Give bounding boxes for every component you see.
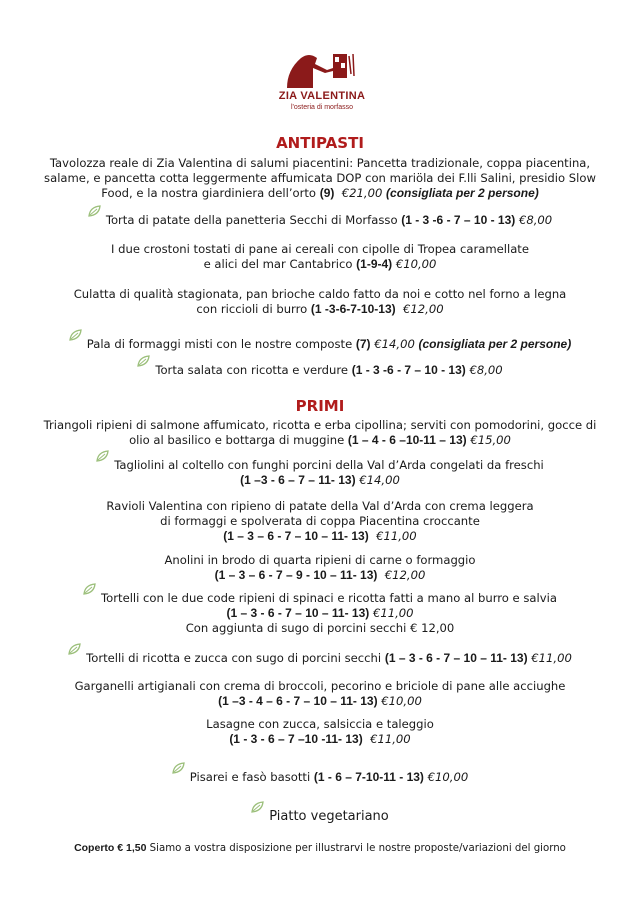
leaf-icon [83, 583, 97, 595]
leaf-icon [88, 205, 102, 217]
allergens: (1 -3-6-7-10-13) [310, 302, 396, 316]
allergens: (1 - 3 - 6 – 7 –10 -11- 13) [229, 732, 363, 746]
legend-label: Piatto vegetariano [269, 809, 389, 824]
item-text: Food, e la nostra giardiniera dell’orto [101, 186, 320, 200]
leaf-icon [137, 355, 151, 367]
allergens: (1 –3 - 6 – 7 – 11- 13) [240, 473, 356, 487]
allergens: (1 –3 - 4 – 6 - 7 – 10 – 11- 13) [218, 694, 378, 708]
item-text: Torta di patate della panetteria Secchi di Morfasso [105, 213, 402, 227]
logo-subtitle: l'osteria di morfasso [290, 104, 354, 111]
item-text: Anolini in brodo di quarta ripieni di carne o formaggio [164, 553, 476, 567]
price: €10,00 [381, 694, 422, 708]
menu-item [0, 499, 640, 544]
item-text: Ravioli Valentina con ripieno di patate della Val d’Arda con crema leggera [106, 499, 534, 513]
menu-item [0, 418, 640, 448]
menu-item [0, 287, 640, 317]
price: €8,00 [469, 363, 503, 377]
menu-item [0, 156, 640, 201]
price: €12,00 [403, 302, 444, 316]
item-text: Culatta di qualità stagionata, pan brioche caldo fatto da noi e cotto nel forno a legna [73, 287, 567, 301]
price: €14,00 [359, 473, 400, 487]
menu-item [0, 212, 640, 228]
item-text: con riccioli di burro [196, 302, 311, 316]
leaf-icon [172, 762, 186, 774]
menu-item [0, 336, 640, 352]
leaf-icon [68, 643, 82, 655]
leaf-icon [96, 450, 110, 462]
logo-name: ZIA VALENTINA [278, 90, 366, 102]
item-text: di formaggi e spolverata di coppa Piacentina croccante [160, 514, 480, 528]
allergens: (9) [319, 186, 335, 200]
price: €11,00 [370, 732, 411, 746]
price: €11,00 [531, 651, 572, 665]
item-text: e alici del mar Cantabrico [203, 257, 357, 271]
price: €14,00 [374, 337, 415, 351]
price: €11,00 [376, 529, 417, 543]
vegetarian-legend [0, 808, 640, 825]
section-title-primi: PRIMI [295, 397, 345, 415]
item-text: Garganelli artigianali con crema di broccoli, pecorino e briciole di pane alle acciughe [74, 679, 566, 693]
menu-item [0, 590, 640, 636]
item-text: Triangoli ripieni di salmone affumicato, ricotta e erba cipollina; serviti con pomodorini, gocce di [43, 418, 597, 432]
item-text: Torta salata con ricotta e verdure [155, 363, 352, 377]
item-text: Pisarei e fasò basotti [189, 770, 314, 784]
price: €21,00 [341, 186, 383, 200]
allergens: (1 – 4 - 6 –10-11 – 13) [347, 433, 467, 447]
logo-icon [283, 52, 363, 90]
leaf-icon [69, 329, 83, 341]
item-text: Pala di formaggi misti con le nostre composte [86, 337, 356, 351]
menu-item [0, 553, 640, 583]
item-text: Tortelli con le due code ripieni di spinaci e ricotta fatti a mano al burro e salvia [101, 591, 557, 605]
allergens: (1 – 3 - 6 - 7 – 10 – 11- 13) [384, 651, 528, 665]
menu-item [0, 242, 640, 272]
coperto-price: Coperto € 1,50 [74, 842, 147, 854]
allergens: (7) [355, 337, 371, 351]
allergens: (1 – 3 – 6 - 7 – 9 - 10 – 11- 13) [214, 568, 378, 582]
price: €11,00 [372, 606, 414, 620]
item-text: I due crostoni tostati di pane ai cereali con cipolle di Tropea caramellate [111, 242, 529, 256]
menu-item [0, 679, 640, 709]
item-text: salame, e pancetta cotta leggermente affumicata DOP con mariöla dei F.lli Salini, presidio Slow [44, 171, 596, 185]
item-text: Tortelli di ricotta e zucca con sugo di porcini secchi [86, 651, 385, 665]
item-text: Lasagne con zucca, salsiccia e taleggio [206, 717, 434, 731]
menu-item [0, 457, 640, 488]
menu-item [0, 362, 640, 378]
footer-text: Siamo a vostra disposizione per illustrarvi le nostre proposte/variazioni del giorno [146, 843, 566, 854]
item-extra: Con aggiunta di sugo di porcini secchi € 12,00 [185, 621, 455, 635]
note: (consigliata per 2 persone) [386, 186, 539, 200]
allergens: (1-9-4) [356, 257, 393, 271]
item-text: Tagliolini al coltello con funghi porcini della Val d’Arda congelati da freschi [114, 458, 544, 472]
price: €10,00 [395, 257, 437, 271]
allergens: (1 – 3 – 6 - 7 – 10 – 11- 13) [223, 529, 369, 543]
footer-note [0, 842, 640, 855]
allergens: (1 – 3 - 6 - 7 – 10 – 11- 13) [226, 606, 370, 620]
price: €15,00 [470, 433, 511, 447]
item-text: olio al basilico e bottarga di muggine [129, 433, 348, 447]
price: €12,00 [384, 568, 426, 582]
allergens: (1 - 6 – 7-10-11 - 13) [313, 770, 424, 784]
allergens: (1 - 3 -6 - 7 – 10 - 13) [351, 363, 466, 377]
price: €8,00 [518, 213, 553, 227]
menu-item [0, 769, 640, 785]
note: (consigliata per 2 persone) [418, 337, 572, 351]
price: €10,00 [427, 770, 469, 784]
section-title-antipasti: ANTIPASTI [276, 134, 364, 152]
menu-item [0, 717, 640, 747]
menu-item [0, 650, 640, 666]
allergens: (1 - 3 -6 - 7 – 10 - 13) [401, 213, 516, 227]
leaf-icon [251, 801, 265, 813]
item-text: Tavolozza reale di Zia Valentina di salumi piacentini: Pancetta tradizionale, coppa piacentina, [49, 156, 591, 170]
